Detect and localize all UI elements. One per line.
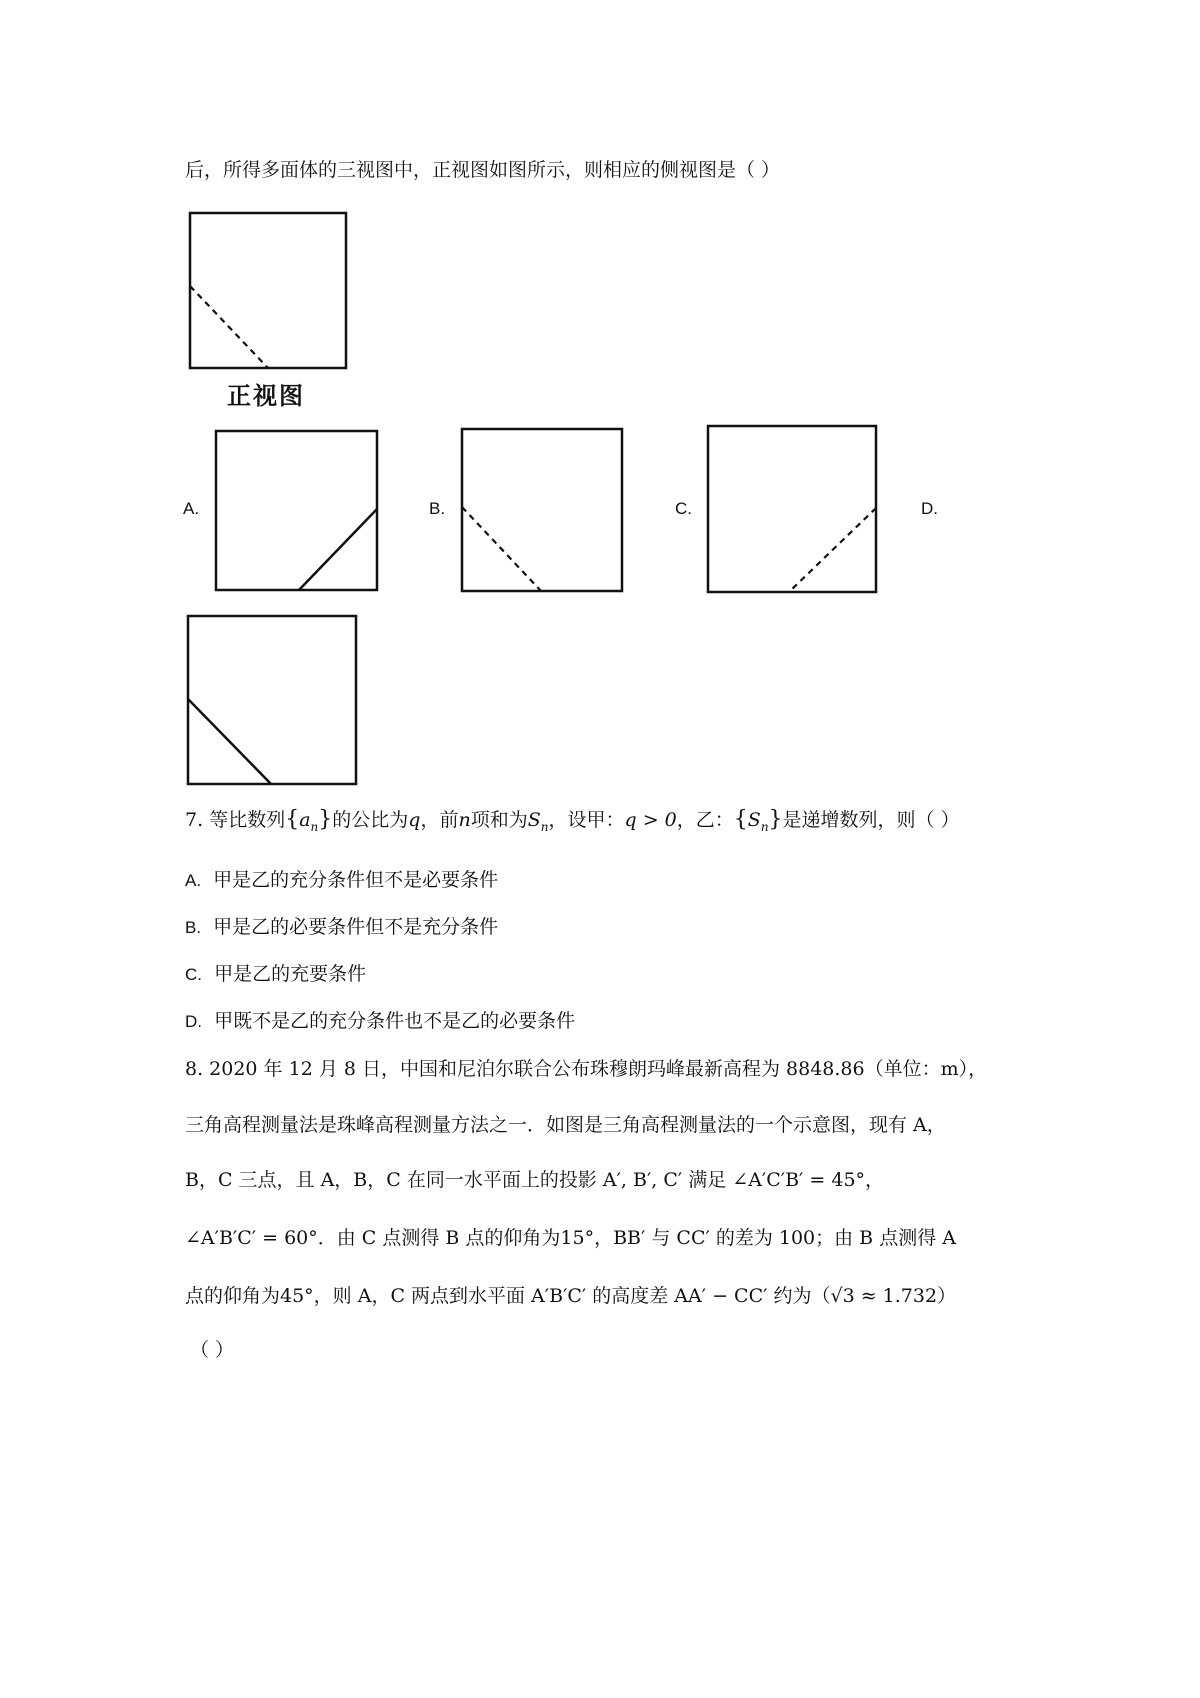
option-a-figure[interactable] xyxy=(210,425,380,595)
front-view-figure xyxy=(184,207,354,377)
option-d-figure[interactable] xyxy=(182,610,357,785)
q8-answer-blank: （ ） xyxy=(190,1339,235,1361)
q7-number: 7. xyxy=(185,809,204,831)
q7-choice-b[interactable]: B. 甲是乙的必要条件但不是充分条件 xyxy=(185,916,499,938)
q8-line-2: 三角高程测量法是珠峰高程测量方法之一．如图是三角高程测量法的一个示意图，现有 A， xyxy=(185,1114,946,1136)
q7-choice-d[interactable]: D. 甲既不是乙的充分条件也不是乙的必要条件 xyxy=(185,1010,576,1032)
q6-stem: 后，所得多面体的三视图中，正视图如图所示，则相应的侧视图是（ ） xyxy=(185,159,781,181)
q8-line-3: B，C 三点，且 A，B，C 在同一水平面上的投影 A′, B′, C′ 满足 ∠A′C′B′ = 45°， xyxy=(185,1169,885,1191)
q8-line-4: ∠A′B′C′ = 60°．由 C 点测得 B 点的仰角为15°，BB′ 与 CC′ 的差为 100；由 B 点测得 A xyxy=(185,1227,956,1249)
q7-choice-c[interactable]: C. 甲是乙的充要条件 xyxy=(185,963,367,985)
option-c-figure[interactable] xyxy=(702,420,877,595)
q8-line-1: 8. 2020 年 12 月 8 日，中国和尼泊尔联合公布珠穆朗玛峰最新高程为 8848.86（单位：m）， xyxy=(185,1058,988,1080)
option-b-letter: B. xyxy=(429,499,446,518)
right-brace: } xyxy=(318,807,333,832)
q8-line-5: 点的仰角为45°，则 A，C 两点到水平面 A′B′C′ 的高度差 AA′ − CC′ 约为（√3 ≈ 1.732） xyxy=(185,1285,957,1307)
left-brace: { xyxy=(285,807,300,832)
option-b-figure[interactable] xyxy=(456,423,626,593)
option-a-letter: A. xyxy=(183,499,200,518)
option-d-letter: D. xyxy=(921,499,938,518)
option-c-letter: C. xyxy=(675,499,692,518)
front-view-caption: 正视图 xyxy=(227,381,305,410)
q7-stem: 7. 等比数列$\{a_n\}$的公比为q，前n项和为$S_n$，设甲：q > 0，乙：$\{S_n\}$是递增数列，则（ ） xyxy=(185,807,960,834)
q7-choice-a[interactable]: A. 甲是乙的充分条件但不是必要条件 xyxy=(185,869,499,891)
